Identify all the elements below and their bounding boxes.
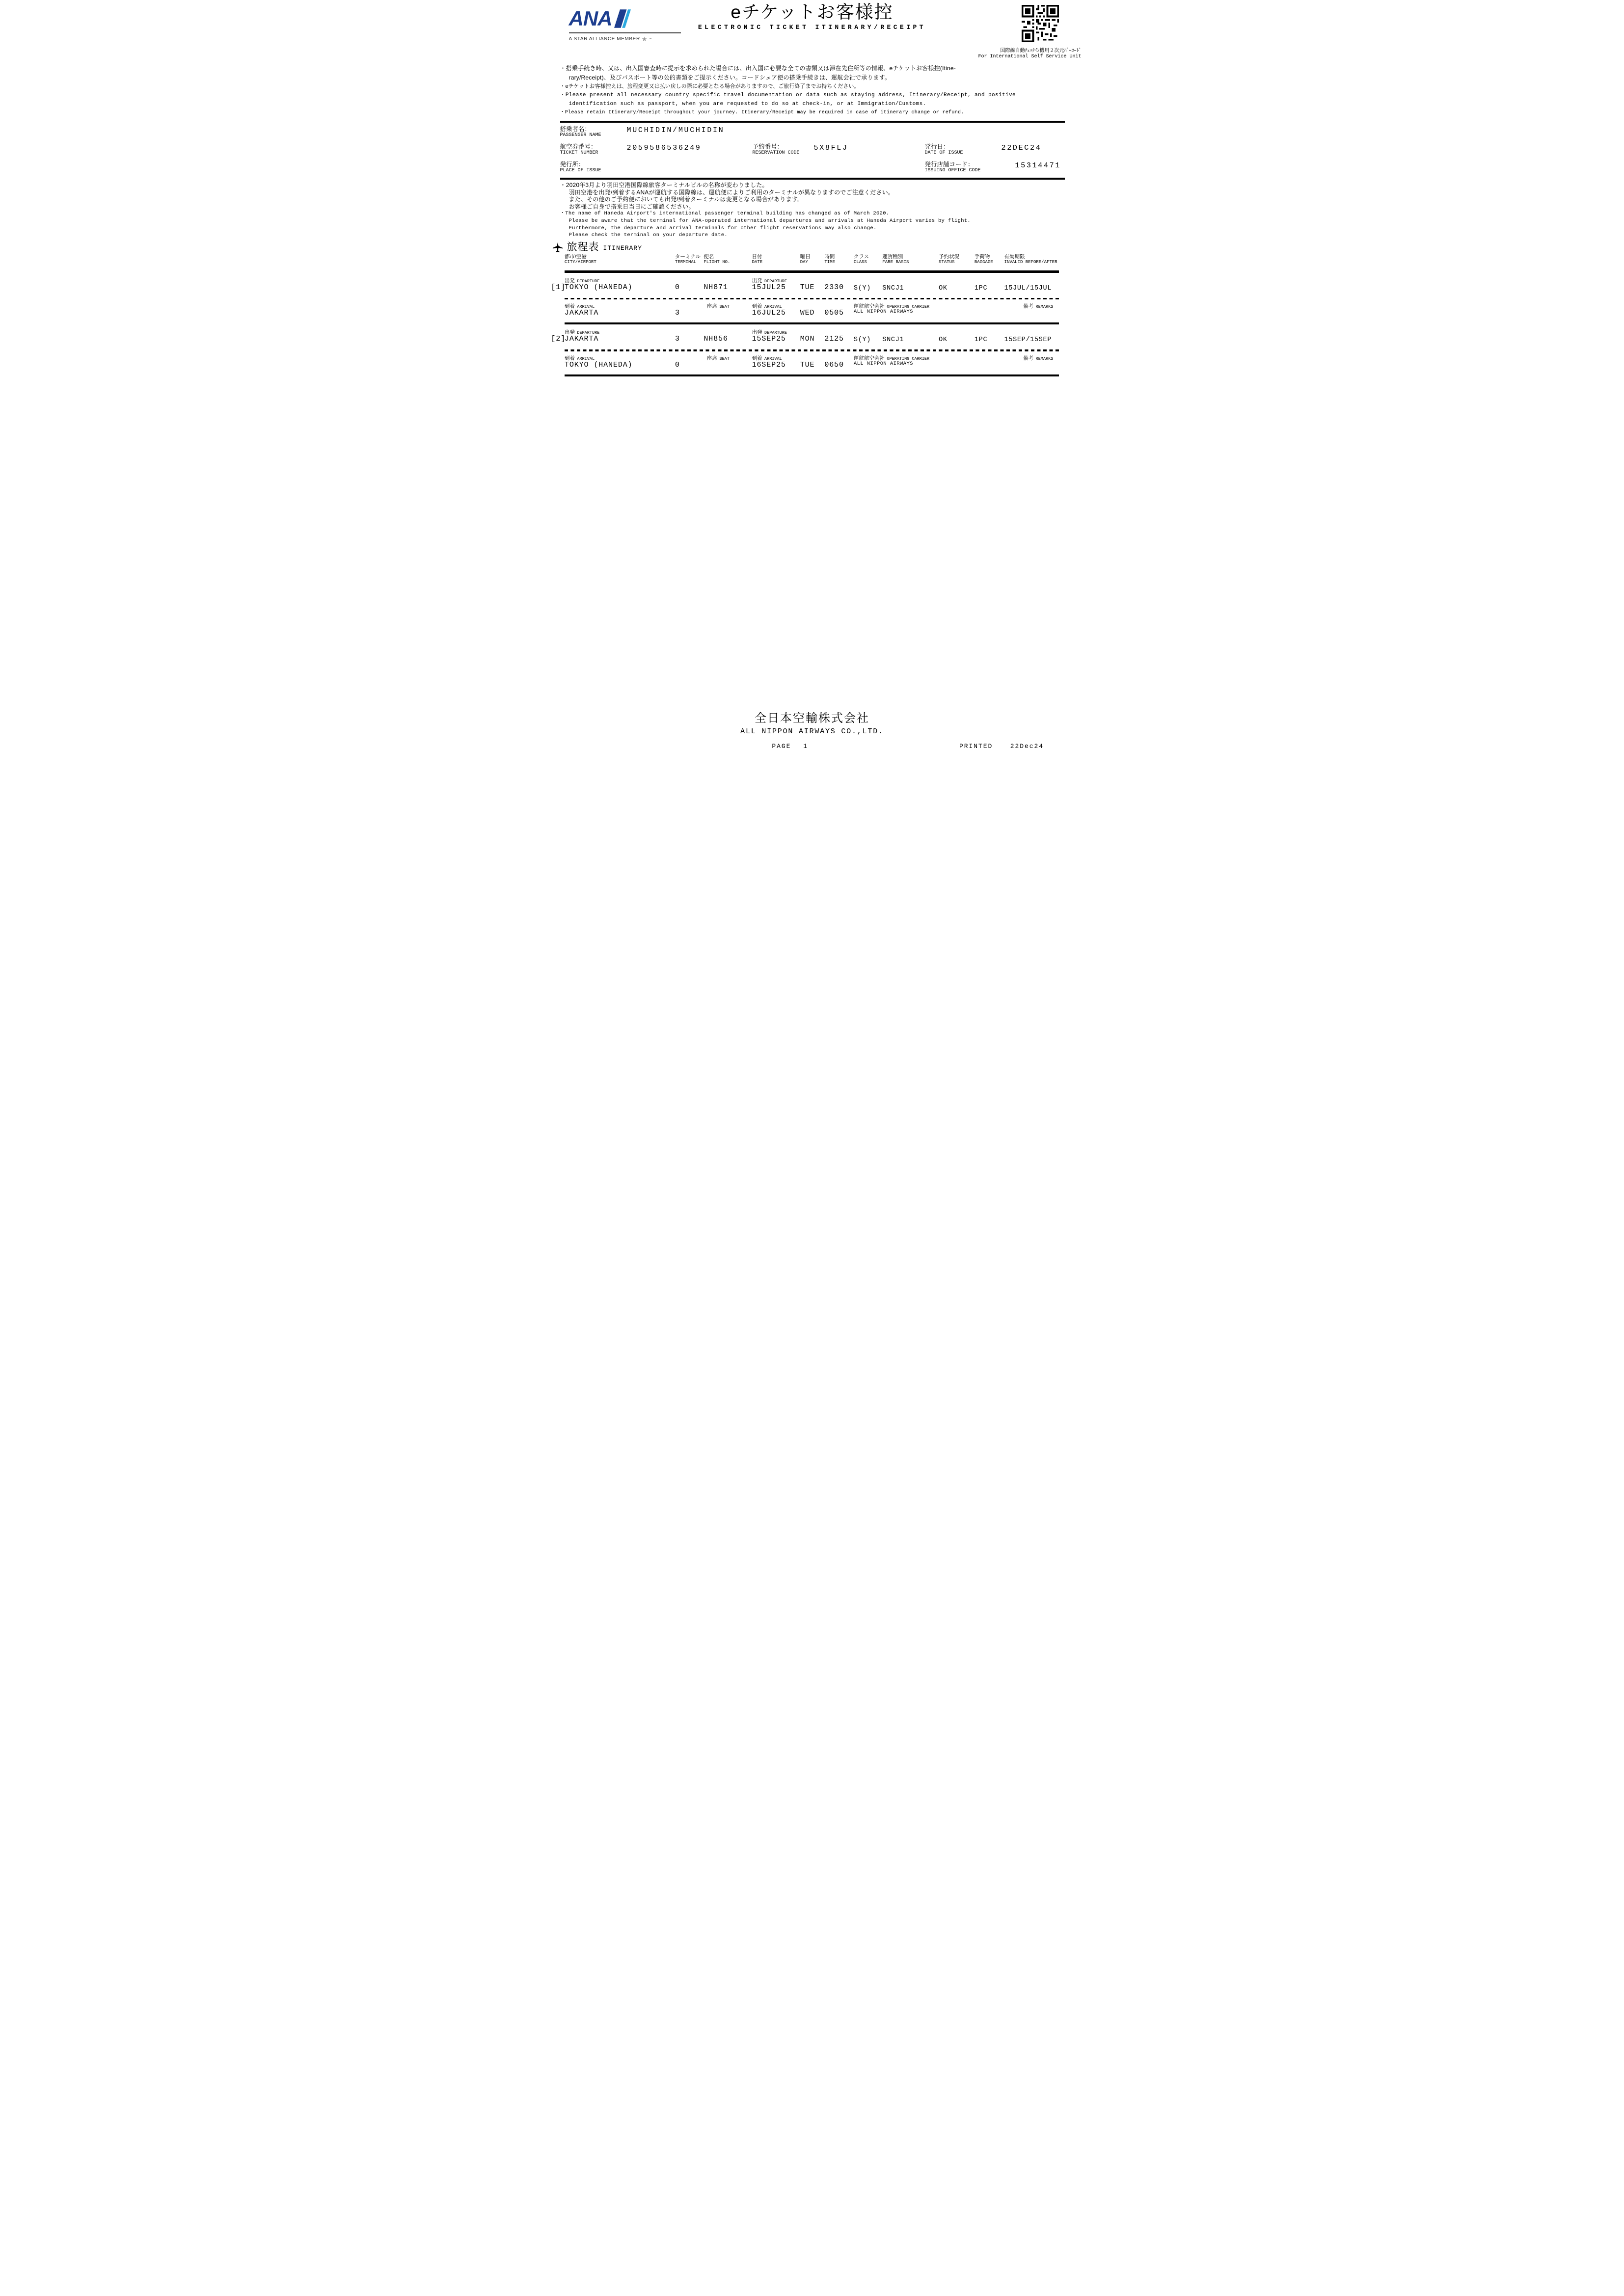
col-baggage — [974, 254, 993, 265]
label-jp: 発行日： — [924, 143, 949, 150]
place-of-issue-label — [560, 161, 601, 173]
booking-status: OK — [939, 336, 947, 344]
itinerary-title — [541, 240, 1083, 254]
flight-number: NH871 — [704, 283, 728, 292]
ana-brand-text: ANA — [568, 7, 612, 30]
passenger-name-value: MUCHIDIN/MUCHIDIN — [626, 126, 725, 134]
ticket-validity: 15JUL/15JUL — [1004, 284, 1052, 292]
printed-date: 22Dec24 — [1010, 743, 1044, 750]
label-en: OPERATING CARRIER — [887, 356, 930, 361]
notice-line: Please check the terminal on your departure date. — [568, 232, 728, 239]
col-label-en: CITY/AIRPORT — [564, 259, 596, 265]
segment-inner-divider — [565, 349, 1059, 351]
label-en: DEPARTURE — [577, 278, 600, 284]
label-en: DEPARTURE — [764, 278, 787, 284]
eticket-document — [541, 0, 1083, 765]
arrival-label-row — [541, 301, 1083, 309]
label-jp: 出発 — [752, 329, 762, 336]
operating-carrier-value: ALL NIPPON AIRWAYS — [853, 309, 913, 315]
departure-city: TOKYO (HANEDA) — [564, 283, 633, 292]
itinerary-title-en: ITINERARY — [603, 244, 643, 252]
passenger-name-label — [560, 126, 601, 138]
departure-date: 15SEP25 — [752, 335, 786, 344]
col-label-en: FARE BASIS — [882, 259, 909, 265]
document-footer — [541, 712, 1083, 765]
star-alliance-icon: ★ — [641, 35, 648, 43]
col-day — [800, 254, 811, 265]
booking-class: S(Y) — [853, 336, 871, 344]
label-jp: 航空券番号： — [560, 143, 597, 150]
segment-index: [2] — [551, 335, 566, 344]
document-title-en: ELECTRONIC TICKET ITINERARY/RECEIPT — [698, 24, 926, 31]
notice-line: rary/Receipt)、及びパスポート等の公的書類をご提示ください。コードシェア便の搭乗手続きは、運航会社で承ります。 — [568, 74, 891, 81]
document-header — [541, 0, 1083, 61]
page-number: 1 — [803, 743, 809, 750]
baggage-allowance: 1PC — [974, 284, 988, 292]
label-jp: 発行所： — [560, 161, 585, 168]
col-class — [854, 254, 869, 265]
notice-line: ・2020年3月より羽田空港国際線旅客ターミナルビルの名称が変わりました。 — [560, 182, 768, 188]
label-jp: 運航航空会社 — [853, 303, 885, 310]
col-validity — [1004, 254, 1057, 265]
label-en: SEAT — [719, 356, 730, 361]
col-flight-no — [704, 254, 730, 265]
departure-value-row — [541, 283, 1083, 295]
col-label-en: TIME — [824, 259, 835, 265]
fare-basis: SNCJ1 — [882, 336, 904, 344]
flight-number: NH856 — [704, 335, 728, 344]
departure-terminal: 3 — [675, 335, 680, 344]
flight-segment-1 — [541, 276, 1083, 325]
page-label: PAGE — [772, 743, 791, 750]
label-jp: 座席 — [707, 303, 718, 310]
departure-time: 2125 — [824, 335, 844, 344]
arrival-terminal: 0 — [675, 360, 680, 369]
operating-carrier-value: ALL NIPPON AIRWAYS — [853, 360, 913, 367]
place-of-issue-row — [541, 161, 1083, 178]
company-name-en: ALL NIPPON AIRWAYS CO.,LTD. — [740, 727, 884, 736]
label-en: ARRIVAL — [764, 356, 782, 361]
col-time — [824, 254, 835, 265]
col-terminal — [675, 254, 701, 265]
notice-line: 羽田空港を出発/到着するANAが運航する国際線は、運航便によりご利用のターミナルが異なりますのでご注意ください。 — [568, 188, 894, 196]
col-label-en: INVALID BEFORE/AFTER — [1004, 259, 1057, 265]
label-en: REMARKS — [1035, 304, 1054, 310]
reservation-code-value: 5X8FLJ — [813, 144, 848, 152]
itinerary-title-jp: 旅程表 — [567, 241, 599, 253]
notice-line: ・搭乗手続き時、又は、出入国審査時に提示を求められた場合には、出入国に必要な全ての書類又は滞在先住所等の情報、eチケットお客様控(Itine- — [560, 65, 956, 72]
airplane-icon — [552, 242, 563, 253]
departure-label-row — [541, 327, 1083, 335]
booking-status: OK — [939, 284, 947, 292]
label-jp: 出発 — [564, 329, 575, 336]
baggage-allowance: 1PC — [974, 336, 988, 344]
company-name-jp: 全日本空輸株式会社 — [755, 712, 869, 725]
label-en: ARRIVAL — [577, 304, 595, 310]
label-en: REMARKS — [1035, 356, 1054, 361]
itinerary-table — [541, 254, 1083, 376]
notice-line: identification such as passport, when you are requested to do so at check-in, or at Immigration/Customs. — [568, 101, 926, 107]
arrival-time: 0650 — [824, 360, 844, 369]
label-en: PASSENGER NAME — [560, 133, 601, 138]
arrival-day: TUE — [800, 360, 815, 369]
notice-line: Furthermore, the departure and arrival terminals for other flight reservations may also change. — [568, 225, 877, 231]
arrival-label-row — [541, 353, 1083, 361]
notice-line: ・Please retain Itinerary/Receipt throughout your journey. Itinerary/Receipt may be required in case of itinerary change or refund. — [560, 110, 964, 115]
arrival-city: TOKYO (HANEDA) — [564, 360, 633, 369]
departure-day: TUE — [800, 283, 815, 292]
col-label-jp: 運賃種別 — [882, 253, 903, 260]
col-label-en: FLIGHT NO. — [704, 259, 731, 265]
ticket-number-label — [560, 143, 598, 156]
label-jp: 発行店舗コード： — [924, 161, 974, 168]
col-status — [939, 254, 959, 265]
label-en: DEPARTURE — [577, 330, 600, 336]
notice-line: お客様ご自身で搭乗日当日にご確認ください。 — [568, 203, 695, 210]
col-label-jp: ターミナル — [675, 253, 701, 260]
issue-date-value: 22DEC24 — [1001, 144, 1042, 152]
arrival-date: 16SEP25 — [752, 360, 786, 369]
col-fare-basis — [882, 254, 909, 265]
ticket-validity: 15SEP/15SEP — [1004, 336, 1052, 344]
label-en: SEAT — [719, 304, 730, 310]
label-jp: 備考 — [1023, 355, 1034, 361]
col-label-en: TERMINAL — [675, 259, 697, 265]
arrival-terminal: 3 — [675, 309, 680, 318]
col-label-en: DATE — [752, 259, 763, 265]
notice-line: また、その他のご予約便においても出発/到着ターミナルは変更となる場合があります。 — [568, 196, 804, 203]
col-label-jp: 便名 — [704, 253, 714, 260]
qr-caption-en: For International Self Service Unit — [978, 54, 1082, 59]
segment-inner-divider — [565, 298, 1059, 300]
departure-terminal: 0 — [675, 283, 680, 292]
segment-end-divider — [565, 374, 1059, 376]
departure-label-row — [541, 276, 1083, 283]
col-label-jp: 曜日 — [800, 253, 811, 260]
label-en: DEPARTURE — [764, 330, 787, 336]
arrival-value-row — [541, 309, 1083, 321]
col-label-jp: 手荷物 — [974, 253, 990, 260]
trademark-symbol: ™ — [649, 37, 652, 41]
arrival-value-row — [541, 361, 1083, 373]
arrival-time: 0505 — [824, 309, 844, 318]
label-jp: 搭乗者名： — [560, 126, 591, 133]
label-en: ARRIVAL — [764, 304, 782, 310]
label-en: ISSUING OFFICE CODE — [924, 168, 981, 173]
col-label-jp: 都市/空港 — [564, 253, 587, 260]
qr-block — [954, 5, 1082, 59]
issue-date-label — [925, 143, 963, 156]
label-jp: 到着 — [752, 355, 762, 361]
table-header-row — [541, 254, 1083, 269]
notice-line: ・Please present all necessary country specific travel documentation or data such as staying address, Itinerary/Receipt, and positive — [560, 92, 1016, 98]
document-title-jp: eチケットお客様控 — [731, 2, 893, 22]
printed-label: PRINTED — [959, 743, 993, 750]
segment-end-divider — [565, 322, 1059, 324]
star-alliance-label: A STAR ALLIANCE MEMBER — [568, 36, 640, 42]
col-label-jp: 有効期限 — [1004, 253, 1025, 260]
star-alliance-row — [569, 36, 682, 42]
notice-line: Please be aware that the terminal for ANA-operated international departures and arrivals at Haneda Airport varies by flight. — [568, 217, 971, 224]
footer-meta-row — [541, 743, 1083, 752]
arrival-date: 16JUL25 — [752, 309, 786, 318]
label-en: ARRIVAL — [577, 356, 595, 361]
table-header-divider — [565, 270, 1059, 273]
col-label-en: CLASS — [853, 259, 867, 265]
issuing-office-label — [925, 161, 981, 173]
segment-index: [1] — [551, 283, 566, 292]
passenger-name-row — [541, 126, 1083, 142]
departure-day: MON — [800, 335, 815, 344]
col-date — [752, 254, 763, 265]
col-label-jp: クラス — [853, 253, 869, 260]
flight-segment-2 — [541, 327, 1083, 376]
issuing-office-value: 15314471 — [1015, 161, 1061, 170]
label-jp: 到着 — [564, 303, 575, 310]
qr-code — [1022, 5, 1059, 42]
label-jp: 備考 — [1023, 303, 1034, 310]
arrival-city: JAKARTA — [564, 309, 599, 318]
ticket-number-value: 2059586536249 — [626, 144, 702, 152]
col-label-en: STATUS — [939, 259, 955, 265]
booking-class: S(Y) — [853, 284, 871, 292]
arrival-day: WED — [800, 309, 815, 318]
departure-value-row — [541, 335, 1083, 347]
logo-divider — [569, 32, 681, 33]
label-en: TICKET NUMBER — [560, 150, 598, 156]
col-label-jp: 時間 — [824, 253, 835, 260]
qr-caption-jp: 国際線自動ﾁｪｯｸｲﾝ機用２次元ﾊﾞｰｺｰﾄﾞ — [1000, 48, 1082, 53]
haneda-terminal-notice — [541, 180, 1083, 240]
label-jp: 到着 — [564, 355, 575, 361]
label-jp: 出発 — [564, 277, 575, 284]
col-city-airport — [565, 254, 596, 265]
col-label-en: DAY — [800, 259, 808, 265]
label-en: DATE OF ISSUE — [924, 150, 963, 156]
notice-line: ・The name of Haneda Airport's international passenger terminal building has changed as of March 2020. — [560, 211, 890, 217]
label-en: RESERVATION CODE — [752, 150, 800, 156]
departure-city: JAKARTA — [564, 335, 599, 344]
label-en: OPERATING CARRIER — [887, 304, 930, 310]
label-jp: 運航航空会社 — [853, 355, 885, 361]
departure-date: 15JUL25 — [752, 283, 786, 292]
fare-basis: SNCJ1 — [882, 284, 904, 292]
ticket-number-row — [541, 143, 1083, 160]
label-jp: 出発 — [752, 277, 762, 284]
col-label-jp: 予約状況 — [939, 253, 960, 260]
col-label-en: BAGGAGE — [974, 259, 993, 265]
general-notices — [541, 61, 1083, 121]
notice-line: ・eチケットお客様控えは、旅程変更又は払い戻しの際に必要となる場合がありますので、ご旅行終了までお持ちください。 — [560, 83, 860, 89]
reservation-code-label — [753, 143, 800, 156]
label-jp: 座席 — [707, 355, 718, 361]
label-en: PLACE OF ISSUE — [560, 168, 601, 173]
departure-time: 2330 — [824, 283, 844, 292]
label-jp: 予約番号： — [752, 143, 784, 150]
label-jp: 到着 — [752, 303, 762, 310]
col-label-jp: 日付 — [752, 253, 762, 260]
passenger-info — [541, 123, 1083, 178]
